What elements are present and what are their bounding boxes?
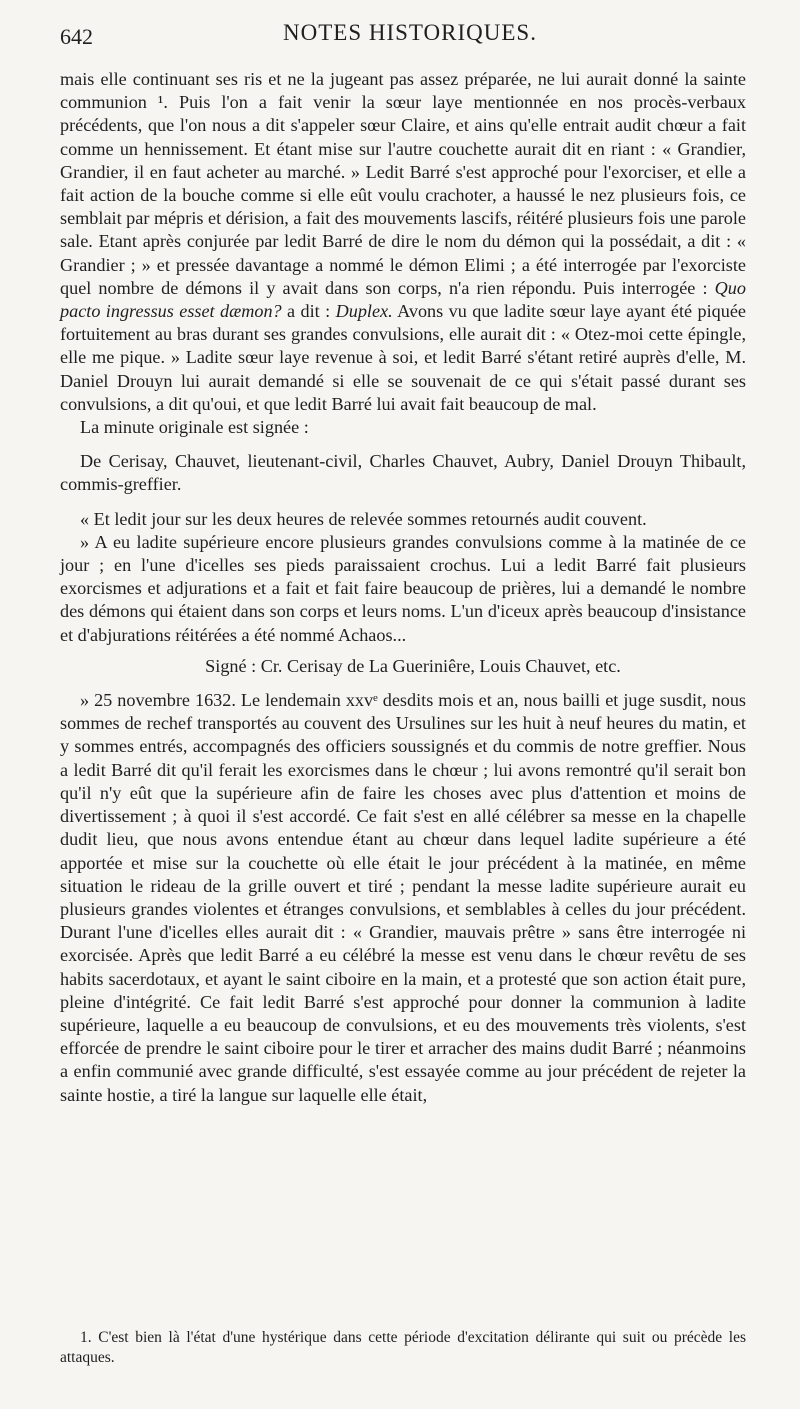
paragraph-7: » 25 novembre 1632. Le lendemain xxvᵉ desdits mois et an, nous bailli et juge susdit, nous sommes de rechef transportés au couvent des Ursulines sur les huit à neuf heures du matin, et y sommes entrés, accompagnés des officiers soussignés et du commis de notre greffier. Nous a ledit Barré dit qu'il ferait les exorcismes dans le chœur ; lui avons remontré qu'il serait bon qu'il n'y eût que la supérieure afin de faire les choses avec plus d'attention et moins de divertissement ; à quoi il s'est accordé. Ce fait s'est en allé célébrer sa messe en la chapelle dudit lieu, que nous avons entendue étant au chœur dans lequel ladite supérieure a été apportée et mise sur la couchette où elle était le jour précédent à la matinée, en même situation le rideau de la grille ouvert et tiré ; pendant la messe ladite supérieure aurait eu plusieurs grandes violentes et étranges convulsions, et semblables à celles du jour précédent. Durant l'une d'icelles elles aurait dit : « Grandier, mauvais prêtre » sans être interrogée ni exorcisée. Après que ledit Barré a eu célébré la messe est venu dans le chœur revêtu de ses habits sacerdotaux, et ayant le saint ciboire en la main, et a protesté que son action était pure, pleine d'intégrité. Ce fait ledit Barré s'est approché pour donner la communion à ladite supérieure, laquelle a eu beaucoup de convulsions, et eu des mouvements très violents, s'est efforcée de prendre le saint ciboire pour le tirer et arracher des mains dudit Barré ; néanmoins a enfin communié avec grande difficulté, s'est essayée comme au jour précédent de rejeter la sainte hostie, a tiré la langue sur laquelle elle était, bbox=[60, 690, 746, 1105]
paragraph-1-text-end: Avons vu que ladite sœur laye ayant été piquée fortuitement au bras durant ses grandes convulsions, elle aurait dit : « Otez-moi cette épingle, elle me pique. » Ladite sœur laye revenue à soi, et ledit Barré s'étant retiré auprès d'elle, M. Daniel Drouyn lui aurait demandé si elle se souvenait de ce qui s'était passé durant ses convulsions, a dit qu'oui, et que ledit Barré lui avait fait beaucoup de mal. bbox=[60, 301, 746, 414]
signature-line: Signé : Cr. Cerisay de La Gueriniêre, Louis Chauvet, etc. bbox=[205, 655, 621, 676]
running-head: NOTES HISTORIQUES. bbox=[283, 20, 537, 45]
paragraph-1-text: mais elle continuant ses ris et ne la jugeant pas assez préparée, ne lui aurait donné la sainte communion ¹. Puis l'on a fait venir la sœur laye mentionnée en nos procès-verbaux précédents, que l'on nous a dit s'appeler sœur Claire, et ains qu'elle entrait audit chœur a fait comme un hennissement. Et étant mise sur l'autre couchette aurait dit en riant : « Grandier, Grandier, il en faut acheter au marché. » Ledit Barré s'est approché pour l'exorciser, et elle a fait action de la bouche comme si elle eût voulu crachoter, a haussé le nez plusieurs fois, ce semblait par mépris et dérision, a fait des mouvements lascifs, réitéré plusieurs fois une parole sale. Etant après conjurée par ledit Barré de dire le nom du démon qui la possédait, a dit : « Grandier ; » et pressée davantage a nommé le démon Elimi ; a été interrogée par l'exorciste quel nombre de démons il y avait dans son corps, n'a rien répondu. Puis interrogée : bbox=[60, 69, 746, 298]
paragraph-1 bbox=[60, 68, 746, 416]
paragraph-3: De Cerisay, Chauvet, lieutenant-civil, Charles Chauvet, Aubry, Daniel Drouyn Thibault, commis-greffier. bbox=[60, 451, 746, 495]
footnote bbox=[60, 1328, 746, 1368]
paragraph-2: La minute originale est signée : bbox=[80, 417, 309, 438]
paragraph-1-text-after: a dit : bbox=[281, 301, 336, 322]
page-number: 642 bbox=[60, 24, 93, 49]
paragraph-4: « Et ledit jour sur les deux heures de relevée sommes retournés audit couvent. bbox=[80, 508, 647, 529]
latin-question: Quo pacto ingressus esset dæmon? bbox=[60, 277, 746, 322]
body-text bbox=[60, 68, 746, 1107]
footnote-text: 1. C'est bien là l'état d'une hystérique dans cette période d'excitation délirante qui suit ou précède les attaques. bbox=[60, 1329, 746, 1366]
paragraph-5: » A eu ladite supérieure encore plusieurs grandes convulsions comme à la matinée de ce jour ; en l'une d'icelles ses pieds paraissaient crochus. Lui a ledit Barré fait plusieurs exorcismes et adjurations et a fait et fait faire beaucoup de prières, lui a demandé le nombre des démons qui étaient dans son corps et leurs noms. L'un d'iceux après beaucoup d'insistance et d'abjurations réitérées a été nommé Achaos... bbox=[60, 531, 746, 645]
page-header bbox=[60, 10, 760, 50]
latin-answer: Duplex. bbox=[335, 301, 393, 322]
